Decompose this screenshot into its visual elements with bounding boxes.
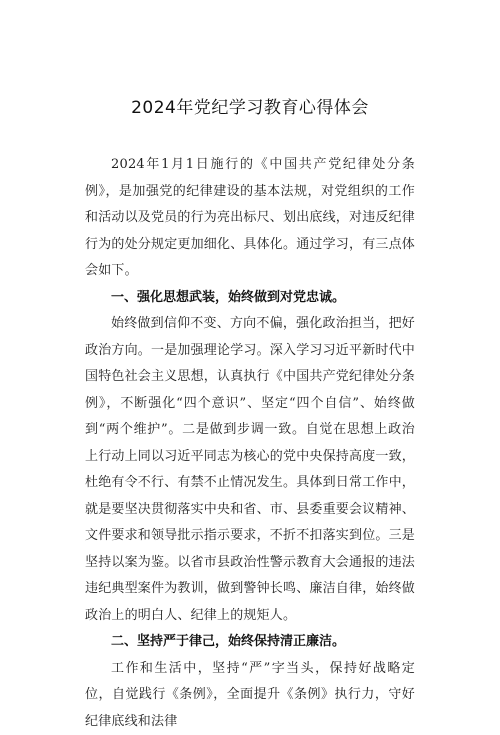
intro-paragraph: 2024年1月1日施行的《中国共产党纪律处分条例》，是加强党的纪律建设的基本法规，对党组织的工作和活动以及党员的行为亮出标尺、划出底线，对违反纪律行为的处分规定更加细化、具体化。通过学习，有三点体会如下。 [85,152,415,285]
document-title: 2024年党纪学习教育心得体会 [85,93,415,118]
section-2-heading: 二、坚持严于律己，始终保持清正廉洁。 [85,629,415,656]
section-1-heading: 一、强化思想武装，始终做到对党忠诚。 [85,285,415,312]
section-1-paragraph: 始终做到信仰不变、方向不偏，强化政治担当，把好政治方向。一是加强理论学习。深入学习习近平新时代中国特色社会主义思想，认真执行《中国共产党纪律处分条例》，不断强化“四个意识”、坚定“四个自信”、始终做到“两个维护”。二是做到步调一致。自觉在思想上政治上行动上同以习近平同志为核心的党中央保持高度一致，杜绝有令不行、有禁不止情况发生。具体到日常工作中，就是要坚决贯彻落实中央和省、市、县委重要会议精神、文件要求和领导批示指示要求，不折不扣落实到位。三是坚持以案为鉴。以省市县政治性警示教育大会通报的违法违纪典型案件为教训，做到警钟长鸣、廉洁自律，始终做政治上的明白人、纪律上的规矩人。 [85,311,415,629]
section-2-paragraph: 工作和生活中，坚持“严”字当头，保持好战略定位，自觉践行《条例》，全面提升《条例》执行力，守好纪律底线和法律 [85,656,415,735]
